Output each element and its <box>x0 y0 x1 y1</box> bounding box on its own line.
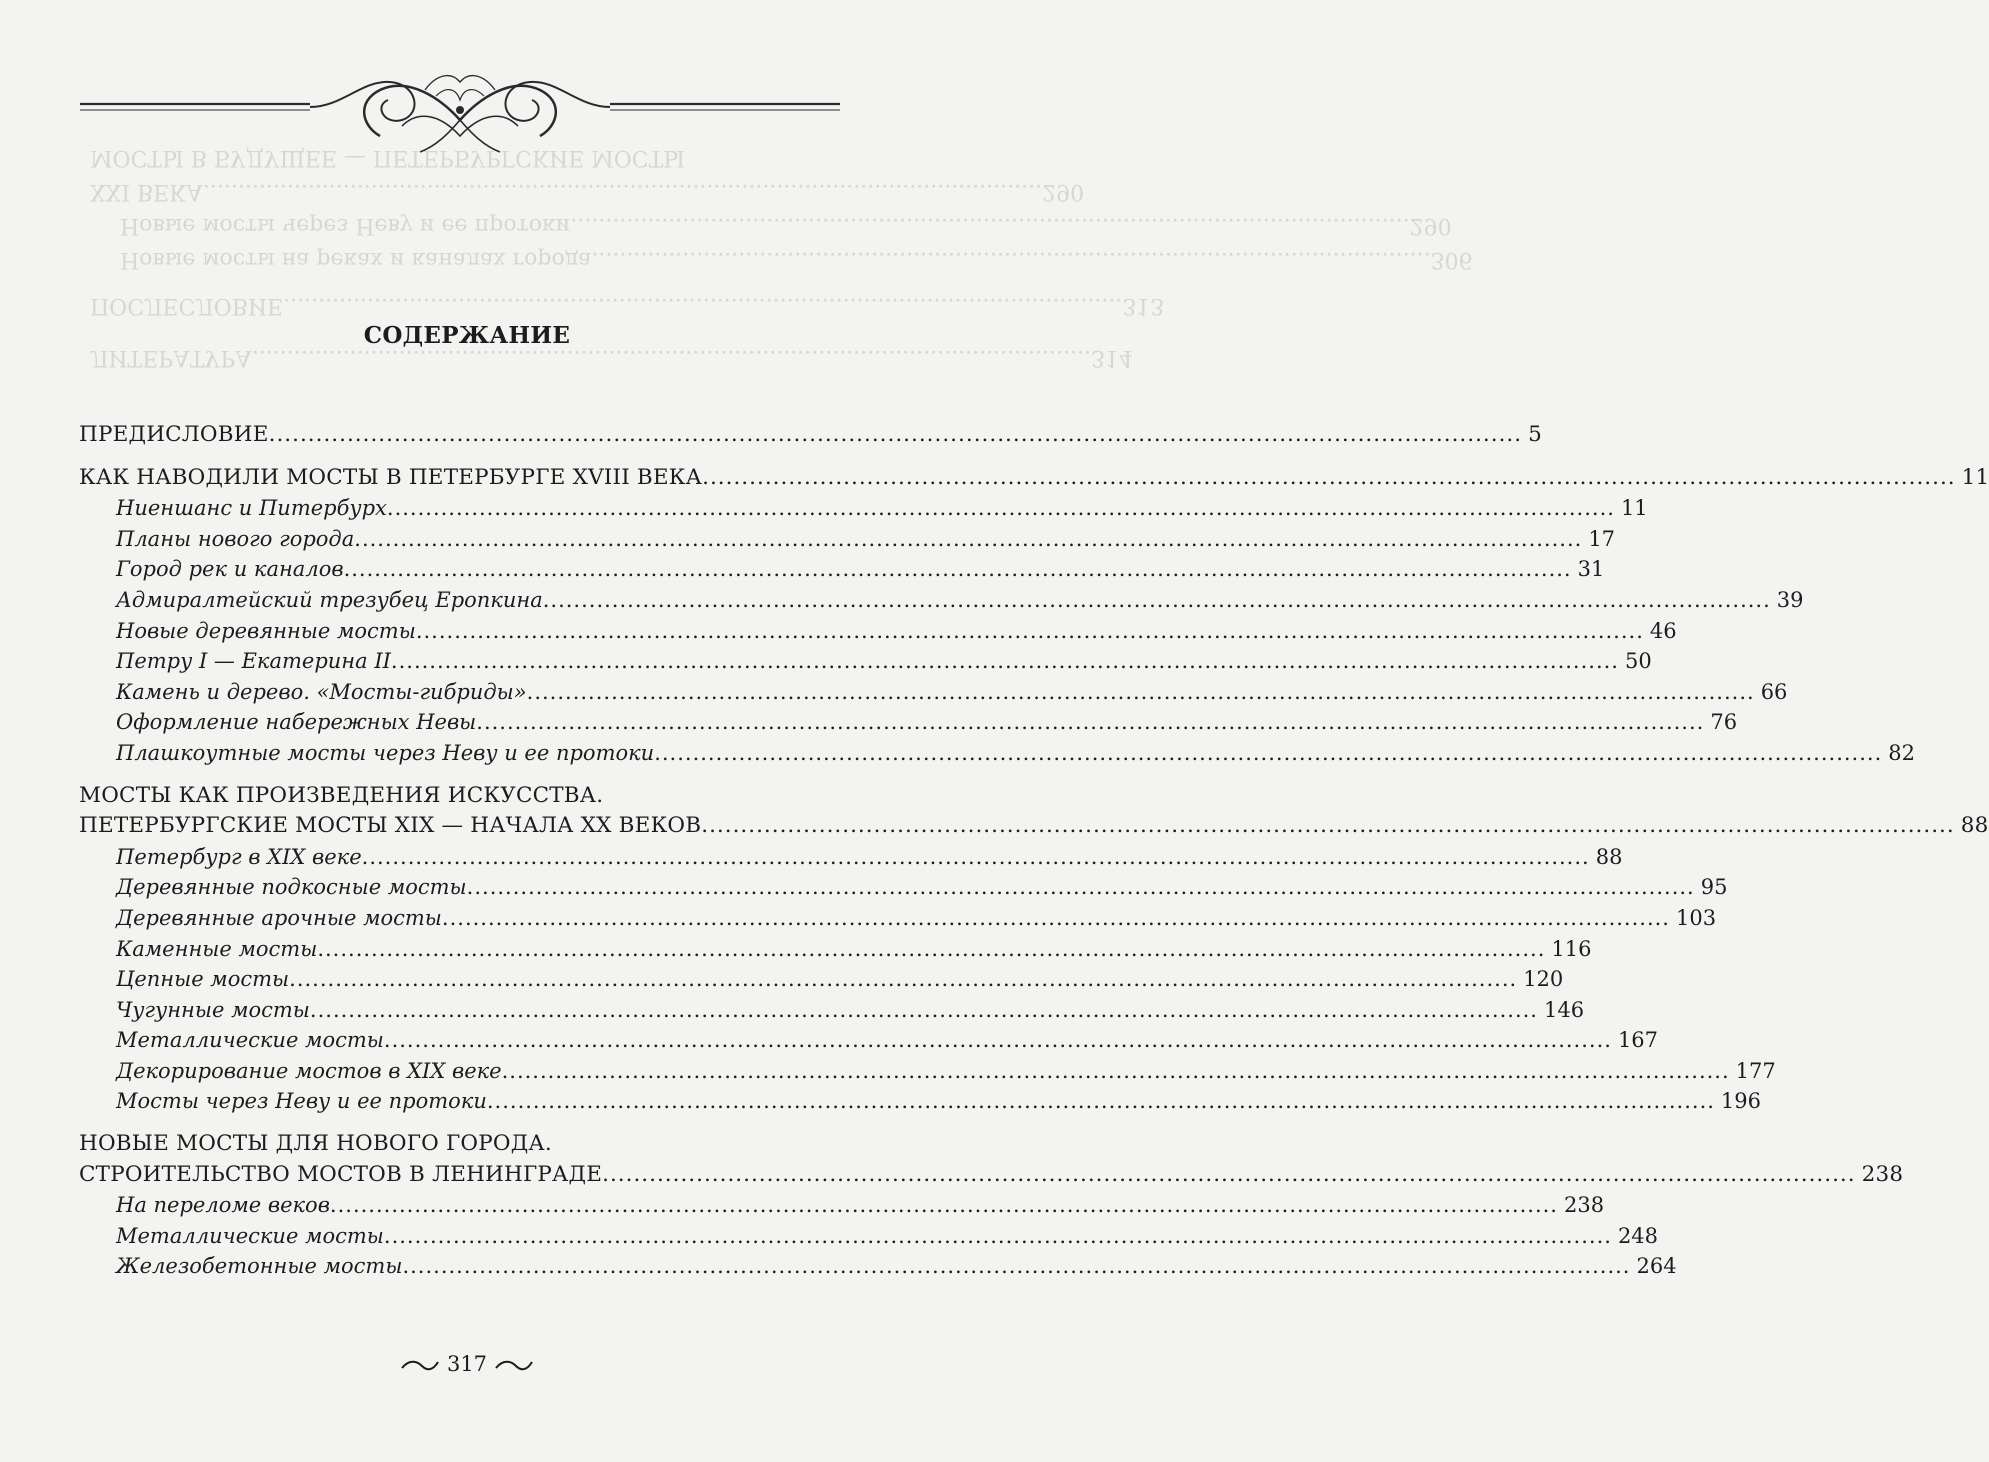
leader-dots <box>269 420 1522 451</box>
page-number: 317 <box>446 1352 488 1376</box>
toc-subentry: Деревянные подкосные мосты ..... 95 <box>79 872 820 903</box>
leader-dots <box>602 1160 1855 1191</box>
toc-section-part3 <box>79 1129 1904 1282</box>
toc-subentry: На переломе веков ..... 238 <box>79 1190 820 1221</box>
toc-subentry: Металлические мосты ..... 248 <box>79 1221 820 1252</box>
toc-subentry: Ниеншанс и Питербурх ..... 11 <box>79 493 820 524</box>
toc-chapter-title: ПЕТЕРБУРГСКИЕ МОСТЫ XIX — НАЧАЛА XX ВЕКОВ <box>79 813 702 839</box>
toc-chapter-title: КАК НАВОДИЛИ МОСТЫ В ПЕТЕРБУРГЕ XVIII ВЕКА <box>79 464 703 490</box>
toc-subentry: Железобетонные мосты ..... 264 <box>79 1251 820 1282</box>
page-title: СОДЕРЖАНИЕ <box>363 322 571 349</box>
toc-page-number: 88 <box>1960 813 1989 839</box>
toc-page-number: 238 <box>1861 1161 1904 1187</box>
toc-subentry: Петербург в XIX веке ..... 88 <box>79 842 820 873</box>
toc-chapter-entry <box>79 463 1989 494</box>
toc-subentry: Камень и дерево. «Мосты-гибриды» ..... 66 <box>79 677 820 708</box>
leader-dots <box>701 811 1954 842</box>
toc-subentry: Чугунные мосты ..... 146 <box>79 995 820 1026</box>
toc-chapter-title-line1: НОВЫЕ МОСТЫ ДЛЯ НОВОГО ГОРОДА. <box>79 1131 552 1157</box>
toc-subentry: Мосты через Неву и ее протоки ..... 196 <box>79 1086 820 1117</box>
toc-subentry: Деревянные арочные мосты ..... 103 <box>79 903 820 934</box>
toc-subentry: Оформление набережных Невы ..... 76 <box>79 707 820 738</box>
page-footer <box>0 1352 934 1376</box>
toc-subentry: Цепные мосты ..... 120 <box>79 964 820 995</box>
toc-section-preface <box>79 420 1542 451</box>
toc-entry-title: ПРЕДИСЛОВИЕ <box>79 422 269 447</box>
bleed-row: Новые мосты на реках и каналах города ..... 306 <box>90 242 850 276</box>
tilde-ornament-icon <box>494 1358 534 1374</box>
toc-subentry: Петру I — Екатерина II ..... 50 <box>79 646 820 677</box>
toc-section-part1 <box>79 463 1989 769</box>
toc-subentry: Металлические мосты ..... 167 <box>79 1025 820 1056</box>
toc-subentry: Декорирование мостов в XIX веке ..... 177 <box>79 1056 820 1087</box>
toc-subentry: Каменные мосты ..... 116 <box>79 934 820 965</box>
leader-dots <box>702 463 1955 494</box>
toc-chapter-entry <box>79 811 1989 842</box>
toc-chapter-title-line1: МОСТЫ КАК ПРОИЗВЕДЕНИЯ ИСКУССТВА. <box>79 782 604 808</box>
toc-subentry: Город рек и каналов ..... 31 <box>79 554 820 585</box>
table-of-contents <box>79 420 1989 1294</box>
toc-chapter-title: СТРОИТЕЛЬСТВО МОСТОВ В ЛЕНИНГРАДЕ <box>79 1161 603 1187</box>
bleed-row: Новые мосты через Неву и ее протоки ..... 290 <box>90 208 850 242</box>
toc-subentry: Новые деревянные мосты ..... 46 <box>79 616 820 647</box>
toc-subentry: Планы нового города ..... 17 <box>79 524 820 555</box>
toc-subentry: Адмиралтейский трезубец Еропкина ..... 39 <box>79 585 820 616</box>
bleed-row: ЛИТЕРАТУРА ..... 314 <box>90 340 850 374</box>
toc-subentry: Плашкоутные мосты через Неву и ее протоки ..... 82 <box>79 738 820 769</box>
toc-entry <box>79 420 1542 451</box>
tilde-ornament-icon <box>400 1358 440 1374</box>
toc-page-number: 11 <box>1961 464 1989 490</box>
bleed-row: XXI ВЕКА ..... 290 <box>90 174 850 208</box>
toc-section-part2 <box>79 781 1989 1118</box>
bleed-row: ПОСЛЕСЛОВИЕ ..... 313 <box>90 288 850 322</box>
toc-page-number: 5 <box>1528 422 1542 447</box>
bleed-row: МОСТЫ В БУДУЩЕЕ — ПЕТЕРБУРГСКИЕ МОСТЫ <box>90 145 685 170</box>
toc-chapter-entry <box>79 1160 1904 1191</box>
